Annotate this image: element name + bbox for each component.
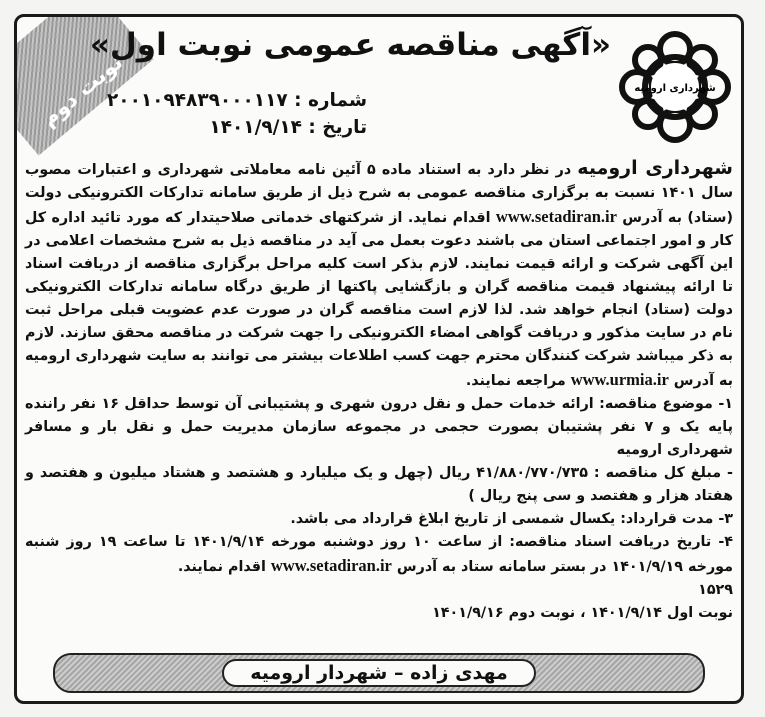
notice-date: تاریخ : ۱۴۰۱/۹/۱۴	[209, 117, 368, 138]
org-name: شهرداری ارومیه	[577, 157, 733, 179]
item-4-text-b: اقدام نمایند.	[177, 559, 271, 575]
intro-text-2: اقدام نماید. از شرکتهای خدماتی صلاحیتدار که مورد تائید اداره کل کار و امور اجتماعی استان می باشند دعوت بعمل می آید در مناقصه ذیل به شرح مشخصات اعلامی در این آگهی شرکت و ارائه قیمت نمایند. لازم بذکر است کلیه مراحل برگزاری مناقصه از دریافت اسناد تا ارائه پیشنهاد قیمت مناقصه گران و بازگشایی پاکتها از طریق درگاه سامانه تدارکات الکترونیکی دولت (ستاد) انجام خواهد شد. لذا لازم است مناقصه گران در صورت عدم عضویت قبلی مراحل ثبت نام در سایت مذکور و دریافت گواهی امضاء الکترونیکی را جهت شرکت در مناقصه محقق سازند. لازم به ذکر میباشد شرکت کنندگان محترم جهت کسب اطلاعات بیشتر می توانند به سایت شهرداری ارومیه به آدرس	[25, 210, 733, 389]
notice-header	[17, 17, 741, 159]
logo-text: شهرداری ارومیه	[634, 83, 716, 94]
notice-code: ۱۵۲۹	[698, 582, 733, 598]
urmia-link[interactable]: www.urmia.ir	[570, 370, 669, 389]
item-duration: ۳- مدت قرارداد: یکسال شمسی از تاریخ ابلاغ قرارداد می باشد.	[290, 511, 733, 527]
intro-text-3: مراجعه نمایند.	[465, 373, 571, 389]
signature-bar	[53, 653, 705, 693]
intro-paragraph	[25, 157, 733, 393]
badge-label: نوبت دوم	[36, 49, 128, 132]
signature-text: مهدی زاده – شهردار ارومیه	[222, 659, 536, 687]
item-4-text-a: ۴- تاریخ دریافت اسناد مناقصه: از ساعت ۱۰ روز دوشنبه مورخه ۱۴۰۱/۹/۱۴ تا ساعت ۱۹ روز شنبه مورخه ۱۴۰۱/۹/۱۹ در بستر سامانه ستاد به آدرس	[25, 534, 733, 575]
publish-dates: نوبت اول ۱۴۰۱/۹/۱۴ ، نوبت دوم ۱۴۰۱/۹/۱۶	[432, 605, 733, 621]
notice-body	[25, 157, 733, 625]
notice-title: «آگهی مناقصه عمومی نوبت اول»	[89, 27, 611, 63]
item-amount: - مبلغ کل مناقصه : ۴۱/۸۸۰/۷۷۰/۷۳۵ ریال (چهل و یک میلیارد و هشتصد و هشتاد میلیون و هفتصد و هفتاد هزار و هفتصد و سی پنج ریال )	[25, 465, 733, 504]
notice-number: شماره : ۲۰۰۱۰۹۴۸۳۹۰۰۰۱۱۷	[107, 90, 368, 111]
setad-link-2[interactable]: www.setadiran.ir	[270, 556, 392, 575]
notice-meta	[107, 87, 367, 141]
item-document-dates	[25, 531, 733, 579]
intro-text-1: در نظر دارد به استناد ماده ۵ آئین نامه معاملاتی شهرداری و اعتبارات مصوب سال ۱۴۰۱ نسبت به برگزاری مناقصه عمومی به شرح ذیل از طریق سامانه تدارکات الکترونیکی دولت (ستاد) به آدرس	[25, 162, 734, 226]
setad-link[interactable]: www.setadiran.ir	[495, 207, 617, 226]
notice-frame	[14, 14, 744, 704]
municipality-logo-icon	[615, 27, 735, 147]
item-subject: ۱- موضوع مناقصه: ارائه خدمات حمل و نقل درون شهری و پشتیبانی آن توسط حداقل ۱۶ نفر راننده پایه یک و ۷ نفر پشتیبان بصورت حجمی در مجموعه سازمان مدیریت حمل و نقل بار و مسافر شهرداری ارومیه	[25, 396, 734, 458]
